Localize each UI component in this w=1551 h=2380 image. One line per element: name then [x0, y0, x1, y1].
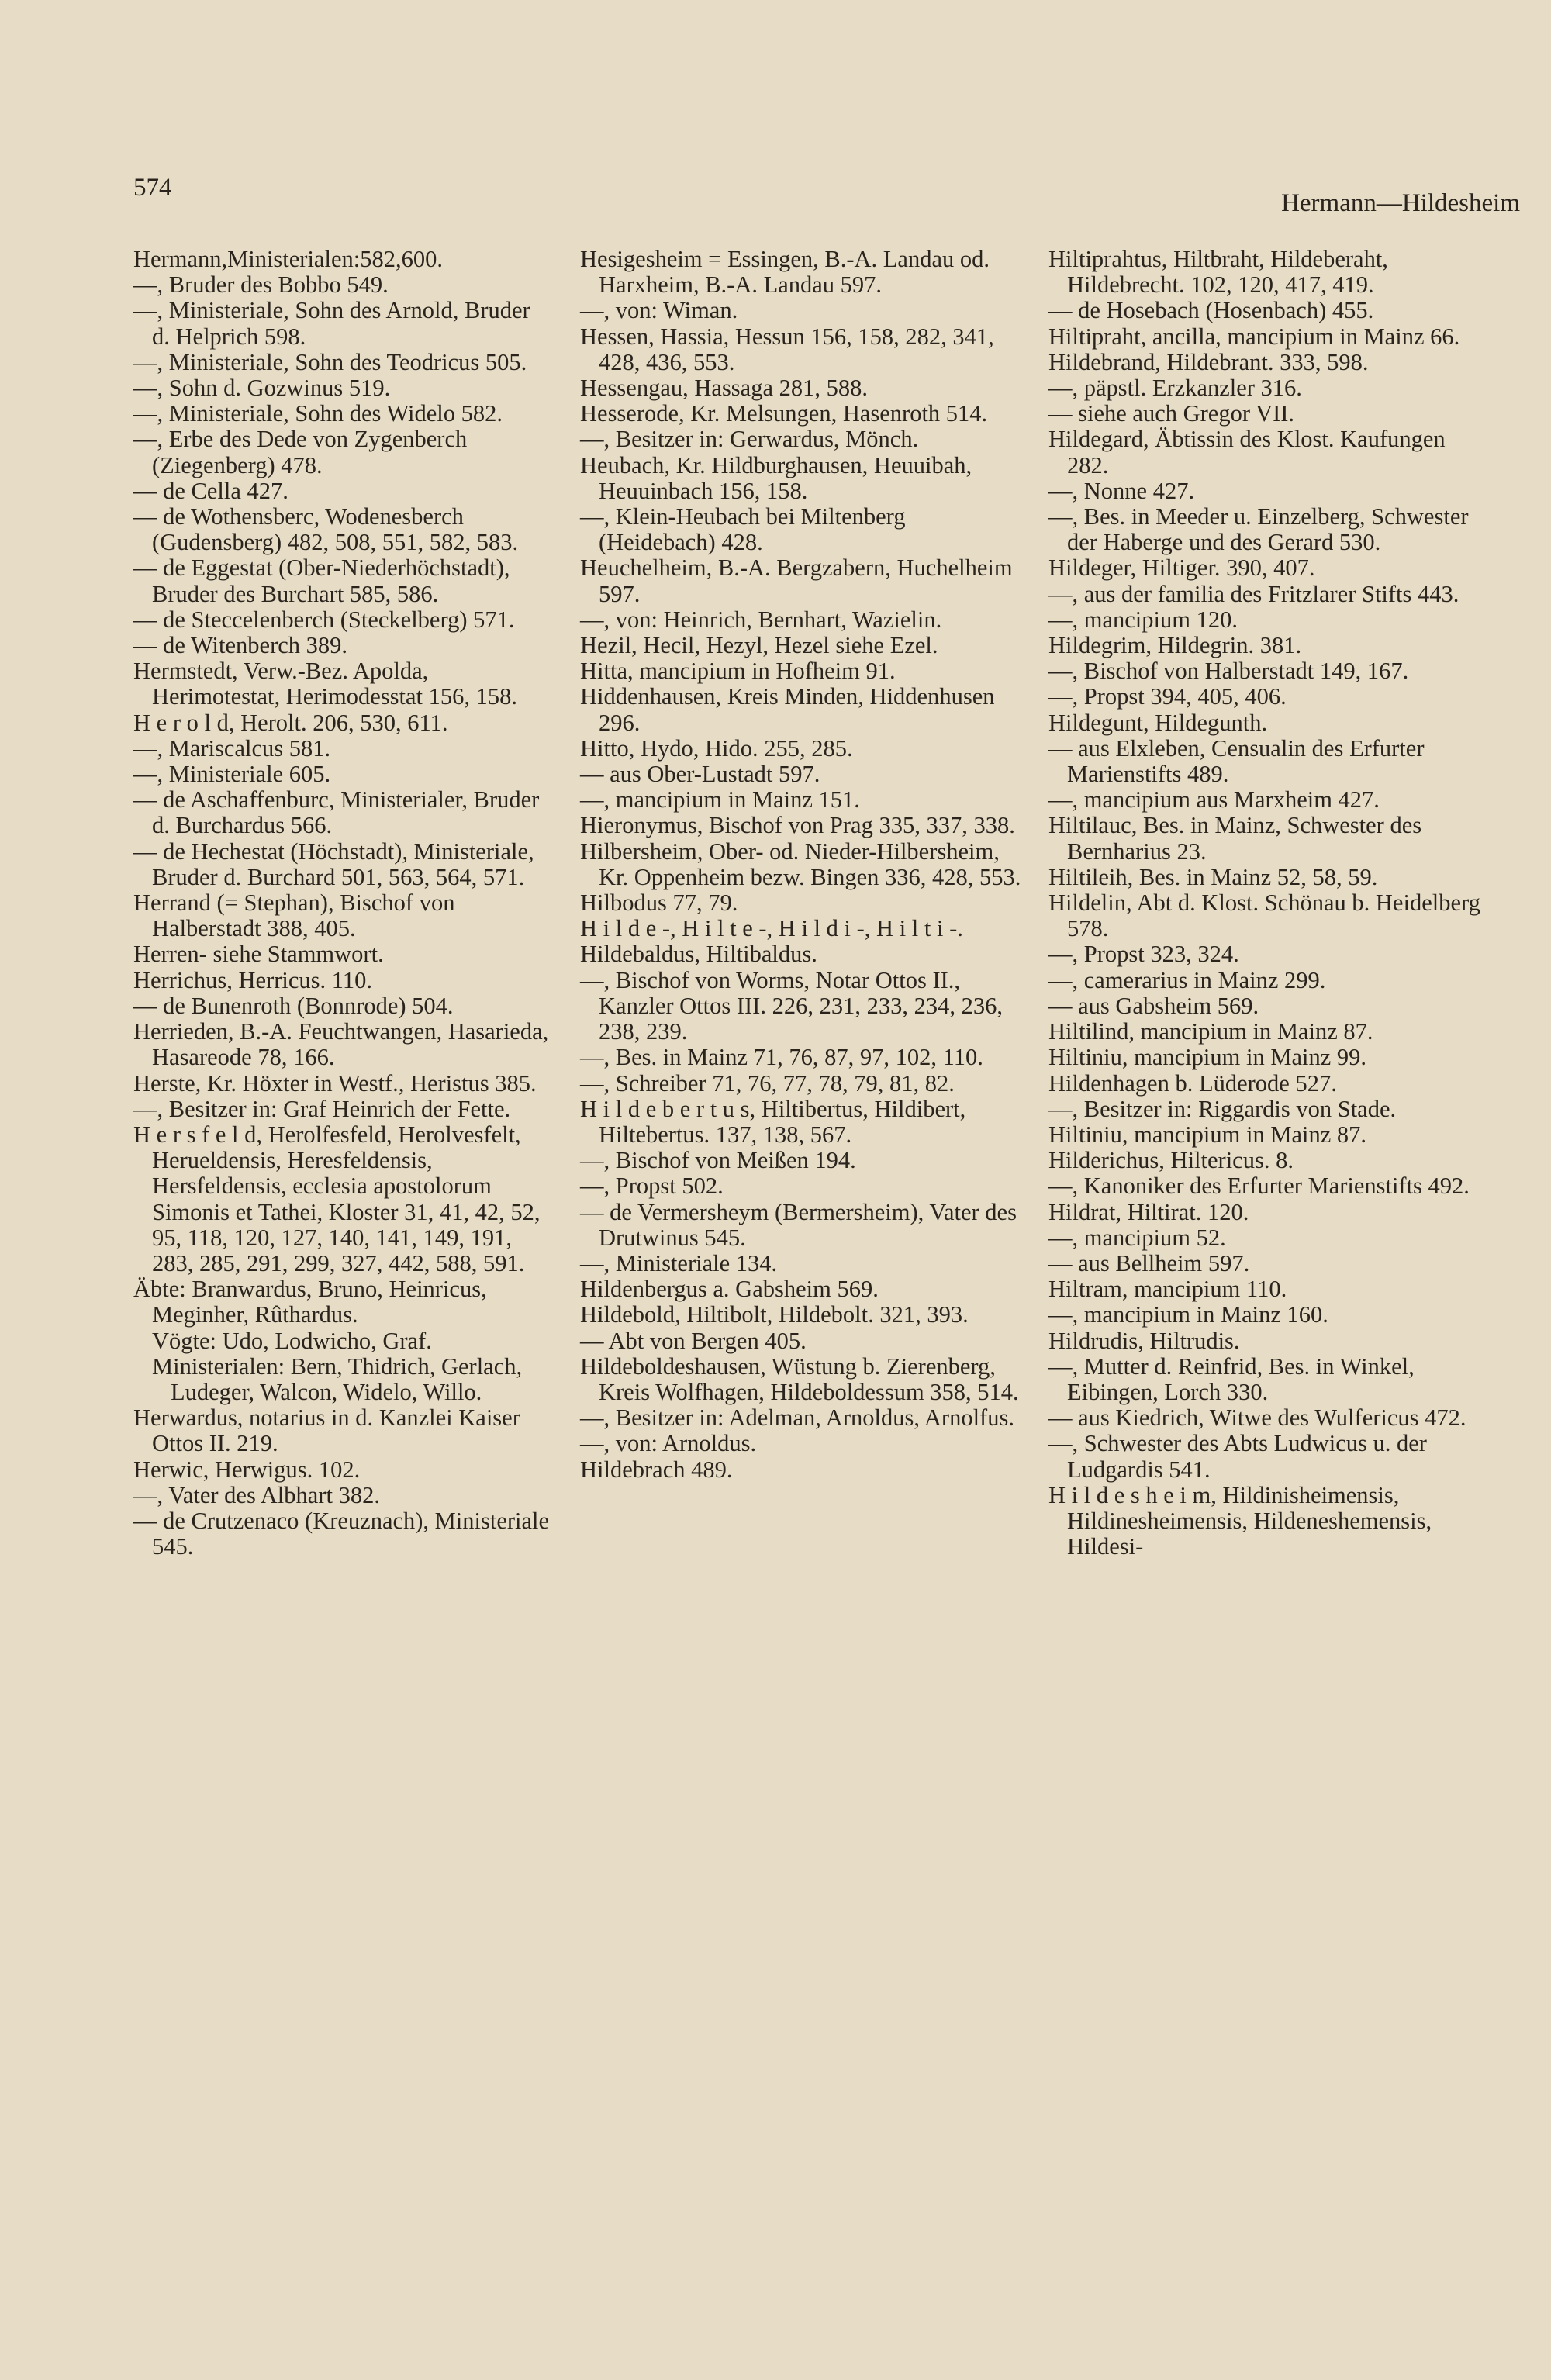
index-entry: —, aus der familia des Fritzlarer Stifts 443. [1048, 580, 1459, 607]
index-entry: Hildebrach 489. [580, 1456, 733, 1483]
index-entry: —, Propst 394, 405, 406. [1048, 683, 1287, 710]
index-entry: Hildebrand, Hildebrant. 333, 598. [1048, 348, 1369, 375]
index-entry: —, mancipium in Mainz 151. [580, 786, 860, 813]
index-entry: —, Mariscalcus 581. [133, 734, 331, 762]
index-entry: Hezil, Hecil, Hezyl, Hezel siehe Ezel. [580, 632, 938, 659]
index-entry: —, Besitzer in: Graf Heinrich der Fette. [133, 1095, 511, 1122]
index-entry: Hessengau, Hassaga 281, 588. [580, 375, 869, 402]
index-entry: — de Aschaffenburc, Ministerialer, Bruder d. Burchardus 566. [133, 786, 540, 839]
index-entry: H i l d e -, H i l t e -, H i l d i -, H i l t i -. [580, 915, 963, 942]
index-entry: Hildeboldeshausen, Wüstung b. Zierenberg, Kreis Wolfhagen, Hildeboldessum 358, 514. [580, 1352, 1019, 1405]
index-entry: —, von: Heinrich, Bernhart, Wazielin. [580, 606, 942, 633]
index-entry: Hildegard, Äbtissin des Klost. Kaufungen 282. [1048, 426, 1446, 478]
index-entry: —, päpstl. Erzkanzler 316. [1048, 375, 1302, 402]
index-entry: —, Sohn d. Gozwinus 519. [133, 375, 391, 402]
index-entry: — de Vermersheym (Bermersheim), Vater des Drutwinus 545. [580, 1198, 1017, 1251]
index-entry: Hildelin, Abt d. Klost. Schönau b. Heidelberg 578. [1048, 889, 1480, 942]
index-entry: —, Bes. in Mainz 71, 76, 87, 97, 102, 110. [580, 1044, 983, 1071]
index-entry: —, Vater des Albhart 382. [133, 1481, 380, 1508]
index-entry: H i l d e b e r t u s, Hiltibertus, Hildibert, Hiltebertus. 137, 138, 567. [580, 1095, 966, 1148]
index-entry: — aus Kiedrich, Witwe des Wulfericus 472. [1048, 1404, 1466, 1432]
index-entry: —, Propst 502. [580, 1173, 724, 1200]
index-entry: — de Wothensberc, Wodenesberch (Gudensberg) 482, 508, 551, 582, 583. [133, 503, 519, 556]
index-entry: —, mancipium 120. [1048, 606, 1238, 633]
index-entry: —, Besitzer in: Adelman, Arnoldus, Arnolfus. [580, 1404, 1014, 1432]
index-entry: — aus Bellheim 597. [1048, 1249, 1250, 1276]
index-entry: —, von: Wiman. [580, 297, 738, 324]
index-entry: Hitta, mancipium in Hofheim 91. [580, 658, 896, 685]
page-number: 574 [133, 174, 172, 202]
index-entry: —, Bischof von Meißen 194. [580, 1147, 856, 1174]
index-entry: Hiltiniu, mancipium in Mainz 99. [1048, 1044, 1367, 1071]
index-entry: —, Bes. in Meeder u. Einzelberg, Schwester der Haberge und des Gerard 530. [1048, 503, 1469, 556]
index-entry: — de Hechestat (Höchstadt), Ministeriale, Bruder d. Burchard 501, 563, 564, 571. [133, 838, 534, 890]
index-entry: Vögte: Udo, Lodwicho, Graf. [152, 1327, 432, 1354]
index-entry: — de Steccelenberch (Steckelberg) 571. [133, 606, 515, 633]
index-entry: Hiltilind, mancipium in Mainz 87. [1048, 1018, 1373, 1045]
index-entry: — de Crutzenaco (Kreuznach), Ministeriale 545. [133, 1507, 550, 1560]
index-entry: —, mancipium in Mainz 160. [1048, 1301, 1328, 1328]
index-entry: Herrieden, B.-A. Feuchtwangen, Hasarieda, Hasareode 78, 166. [133, 1018, 549, 1071]
index-entry: Hesigesheim = Essingen, B.-A. Landau od. Harxheim, B.-A. Landau 597. [580, 246, 990, 299]
index-entry: —, Schreiber 71, 76, 77, 78, 79, 81, 82. [580, 1069, 955, 1097]
index-entry: Hilderichus, Hiltericus. 8. [1048, 1147, 1294, 1174]
index-entry: —, Besitzer in: Gerwardus, Mönch. [580, 426, 919, 453]
index-entry: —, Ministeriale, Sohn des Widelo 582. [133, 400, 503, 427]
index-entry: Hildegunt, Hildegunth. [1048, 709, 1268, 736]
running-head: Hermann—Hildesheim [1281, 189, 1520, 217]
index-entry: —, Bruder des Bobbo 549. [133, 271, 389, 299]
index-entry: —, camerarius in Mainz 299. [1048, 966, 1326, 993]
index-entry: H i l d e s h e i m, Hildinisheimensis, Hildinesheimensis, Hildeneshemensis, Hildesi- [1048, 1481, 1432, 1560]
index-entry: — aus Gabsheim 569. [1048, 992, 1259, 1019]
index-entry: Hermstedt, Verw.-Bez. Apolda, Herimotestat, Herimodesstat 156, 158. [133, 658, 517, 710]
index-entry: Hildeger, Hiltiger. 390, 407. [1048, 554, 1315, 582]
index-column-2 [580, 247, 1022, 1483]
index-entry: H e r s f e l d, Herolfesfeld, Herolvesfelt, Herueldensis, Heresfeldensis, Hersfeldensis, ecclesia apostolorum Simonis et Tathei, Kloster 31, 41, 42, 52, 95, 118, 120, 127, 140, 141, 149, 191, 283, 285, 291, 299, 327, 442, 588, 591. [133, 1121, 541, 1276]
index-entry: Herste, Kr. Höxter in Westf., Heristus 385. [133, 1069, 537, 1097]
index-column-1 [133, 247, 552, 1560]
index-entry: —, Besitzer in: Riggardis von Stade. [1048, 1095, 1397, 1122]
index-entry: Hesserode, Kr. Melsungen, Hasenroth 514. [580, 400, 988, 427]
index-entry: H e r o l d, Herolt. 206, 530, 611. [133, 709, 448, 736]
index-entry: Herwic, Herwigus. 102. [133, 1456, 361, 1483]
index-entry: —, Propst 323, 324. [1048, 941, 1239, 968]
index-entry: — de Witenberch 389. [133, 632, 348, 659]
index-entry: Hildrudis, Hiltrudis. [1048, 1327, 1240, 1354]
index-entry: —, Ministeriale, Sohn des Arnold, Bruder d. Helprich 598. [133, 297, 530, 350]
index-entry: —, von: Arnoldus. [580, 1430, 757, 1457]
index-entry: Hildebold, Hiltibolt, Hildebolt. 321, 393. [580, 1301, 969, 1328]
index-entry: —, Mutter d. Reinfrid, Bes. in Winkel, Eibingen, Lorch 330. [1048, 1352, 1415, 1405]
index-entry: Hiltipraht, ancilla, mancipium in Mainz 66. [1048, 323, 1460, 350]
index-entry: Hiltilauc, Bes. in Mainz, Schwester des Bernharius 23. [1048, 812, 1422, 865]
index-entry: Hildenhagen b. Lüderode 527. [1048, 1069, 1337, 1097]
index-entry: —, Schwester des Abts Ludwicus u. der Ludgardis 541. [1048, 1430, 1427, 1483]
index-entry: Herrand (= Stephan), Bischof von Halberstadt 388, 405. [133, 889, 455, 942]
index-entry: —, Klein-Heubach bei Miltenberg (Heidebach) 428. [580, 503, 906, 556]
index-entry: Hermann,Ministerialen:582,600. [133, 246, 443, 272]
index-entry: —, Ministeriale, Sohn des Teodricus 505. [133, 348, 527, 375]
index-entry: —, Erbe des Dede von Zygenberch (Ziegenberg) 478. [133, 426, 468, 478]
index-entry: Hilbersheim, Ober- od. Nieder-Hilbersheim, Kr. Oppenheim bezw. Bingen 336, 428, 553. [580, 838, 1021, 890]
index-entry: Heuchelheim, B.-A. Bergzabern, Huchelheim 597. [580, 554, 1013, 607]
index-entry: —, mancipium aus Marxheim 427. [1048, 786, 1380, 813]
index-entry: —, Kanoniker des Erfurter Marienstifts 492. [1048, 1173, 1470, 1200]
index-entry: Hildrat, Hiltirat. 120. [1048, 1198, 1249, 1225]
index-entry: —, Nonne 427. [1048, 477, 1195, 504]
index-entry: Heubach, Kr. Hildburghausen, Heuuibah, Heuuinbach 156, 158. [580, 451, 972, 504]
index-entry: Äbte: Branwardus, Bruno, Heinricus, Meginher, Rûthardus. [133, 1276, 487, 1328]
index-entry: —, Ministeriale 134. [580, 1249, 778, 1276]
index-entry: — siehe auch Gregor VII. [1048, 400, 1295, 427]
index-entry: — aus Elxleben, Censualin des Erfurter Marienstifts 489. [1048, 734, 1425, 788]
index-entry: Hieronymus, Bischof von Prag 335, 337, 338. [580, 812, 1015, 839]
index-entry: Herren- siehe Stammwort. [133, 941, 384, 968]
index-entry: Hiltram, mancipium 110. [1048, 1276, 1287, 1303]
index-entry: Herrichus, Herricus. 110. [133, 966, 373, 993]
index-entry: Hildebaldus, Hiltibaldus. [580, 941, 817, 968]
index-entry: Hiltileih, Bes. in Mainz 52, 58, 59. [1048, 863, 1378, 890]
index-entry: —, Bischof von Worms, Notar Ottos II., Kanzler Ottos III. 226, 231, 233, 234, 236, 238, 239. [580, 966, 1003, 1045]
index-entry: — aus Ober-Lustadt 597. [580, 761, 820, 788]
index-entry: — de Eggestat (Ober-Niederhöchstadt), Bruder des Burchart 585, 586. [133, 554, 510, 607]
index-entry: —, mancipium 52. [1048, 1224, 1226, 1251]
index-entry: Hiltiprahtus, Hiltbraht, Hildeberaht, Hildebrecht. 102, 120, 417, 419. [1048, 246, 1388, 299]
index-entry: Hilbodus 77, 79. [580, 889, 738, 917]
index-entry: Hessen, Hassia, Hessun 156, 158, 282, 341, 428, 436, 553. [580, 323, 994, 375]
index-entry: — de Hosebach (Hosenbach) 455. [1048, 297, 1374, 324]
index-column-3 [1048, 247, 1483, 1560]
index-entry: Hitto, Hydo, Hido. 255, 285. [580, 734, 853, 762]
index-entry: — de Cella 427. [133, 477, 288, 504]
index-entry: — de Bunenroth (Bonnrode) 504. [133, 992, 454, 1019]
index-entry: —, Bischof von Halberstadt 149, 167. [1048, 658, 1409, 685]
index-entry: —, Ministeriale 605. [133, 761, 331, 788]
index-entry: Hildegrim, Hildegrin. 381. [1048, 632, 1302, 659]
index-entry: Hiltiniu, mancipium in Mainz 87. [1048, 1121, 1367, 1148]
index-entry: Ministerialen: Bern, Thidrich, Gerlach, Ludeger, Walcon, Widelo, Willo. [152, 1352, 523, 1405]
index-entry: Herwardus, notarius in d. Kanzlei Kaiser Ottos II. 219. [133, 1404, 520, 1457]
index-entry: Hildenbergus a. Gabsheim 569. [580, 1276, 879, 1303]
index-entry: Hiddenhausen, Kreis Minden, Hiddenhusen 296. [580, 683, 995, 736]
index-entry: — Abt von Bergen 405. [580, 1327, 807, 1354]
